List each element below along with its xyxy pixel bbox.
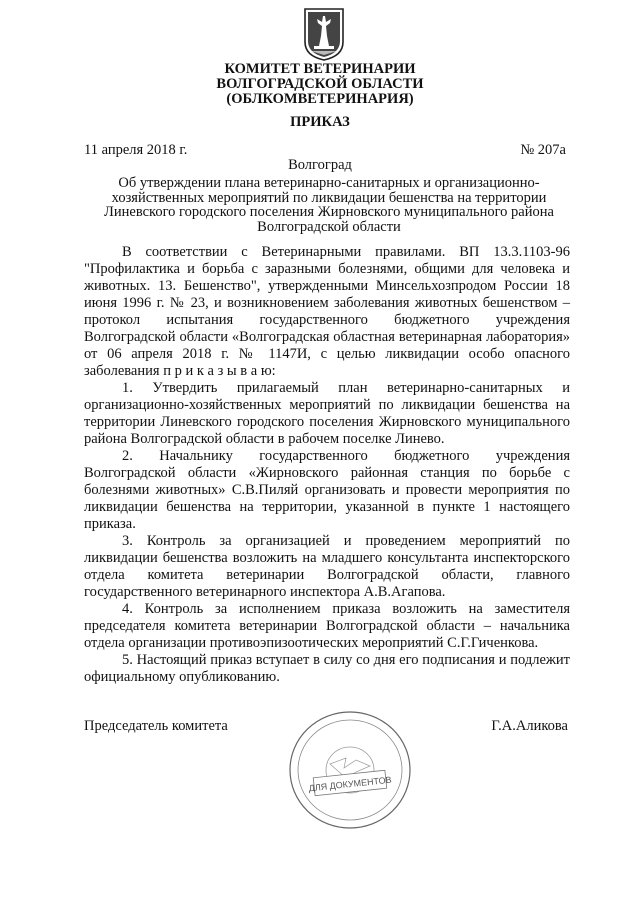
subject-line-3: Линевского городского поселения Жирновского муниципального района	[104, 204, 554, 220]
org-line-1: КОМИТЕТ ВЕТЕРИНАРИИ	[224, 61, 416, 77]
preamble-paragraph	[84, 244, 570, 380]
order-item-5: 5. Настоящий приказ вступает в силу со дня его подписания и подлежит официальному опубликованию.	[84, 652, 570, 685]
coat-of-arms-icon	[302, 6, 346, 62]
org-line-2: ВОЛГОГРАДСКОЙ ОБЛАСТИ	[216, 76, 424, 92]
document-body	[84, 244, 570, 686]
org-line-3: (ОБЛКОМВЕТЕРИНАРИЯ)	[226, 91, 414, 107]
subject-line-1: Об утверждении плана ветеринарно-санитарных и организационно-	[118, 175, 540, 191]
order-word: п р и к а з ы в а ю:	[163, 363, 276, 379]
order-item-1: 1. Утвердить прилагаемый план ветеринарно-санитарных и организационно-хозяйственных мероприятий по ликвидации бешенства на территории Линевского городского поселения Жирновского муниципального района Волгоградской области в рабочем поселке Линево.	[84, 380, 570, 447]
stamp-text: ДЛЯ ДОКУМЕНТОВ	[308, 774, 393, 794]
document-date: 11 апреля 2018 г.	[84, 142, 188, 158]
subject-line-2: хозяйственных мероприятий по ликвидации бешенства на территории	[111, 189, 547, 206]
subject-line-4: Волгоградской области	[257, 218, 401, 235]
official-stamp	[286, 708, 414, 832]
organization-name	[0, 62, 640, 107]
document-type: ПРИКАЗ	[290, 114, 350, 130]
order-item-3: 3. Контроль за организацией и проведением мероприятий по ликвидации бешенства возложить на младшего консультанта инспекторского отдела комитета ветеринарии Волгоградской области, главного государственного ветеринарного инспектора А.В.Агапова.	[84, 533, 570, 600]
document-number: № 207а	[520, 142, 566, 158]
order-item-2: 2. Начальнику государственного бюджетного учреждения Волгоградской области «Жирновского районная станция по борьбе с болезнями животных» С.В.Пиляй организовать и провести мероприятия по ликвидации бешенства на территории, указанной в пункте 1 настоящего приказа.	[84, 448, 570, 532]
signatory-role: Председатель комитета	[84, 718, 228, 734]
preamble-text: В соответствии с Ветеринарными правилами. ВП 13.3.1103-96 "Профилактика и борьба с заразными болезнями, общими для человека и животных. 13. Бешенство", утвержденными Минсельхозпродом России 18 июня 1996 г. № 23, и возникновением заболевания животных бешенством – протокол испытания государственного бюджетного учреждения Волгоградской области «Волгоградская областная ветеринарная лаборатория» от 06 апреля 2018 г. № 1147И, с целью ликвидации особо опасного заболевания	[84, 244, 570, 379]
document-city: Волгоград	[288, 157, 352, 173]
signatory-name: Г.А.Аликова	[491, 718, 568, 734]
order-item-4: 4. Контроль за исполнением приказа возложить на заместителя председателя комитета ветеринарии Волгоградской области – начальника отдела организации противоэпизоотических мероприятий С.Г.Гиченкова.	[84, 601, 570, 651]
document-subject	[84, 176, 574, 234]
